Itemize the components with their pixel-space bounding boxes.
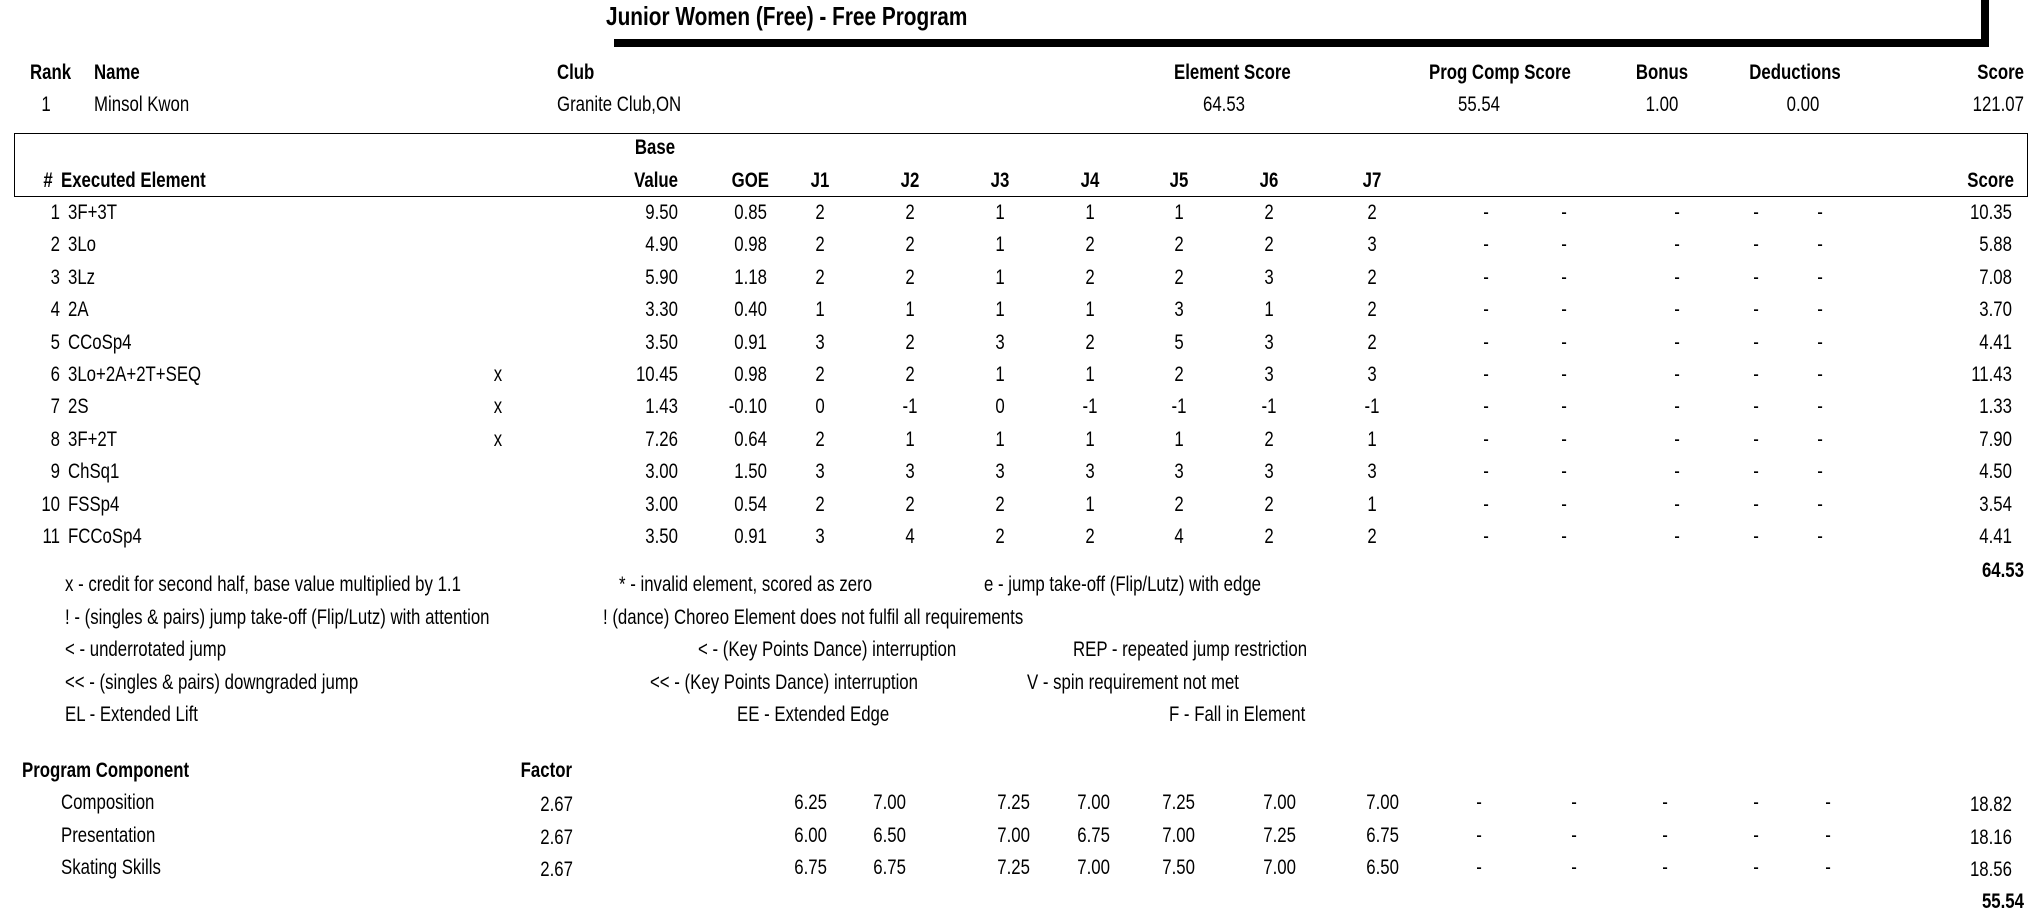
element-number: 9 — [50, 460, 60, 484]
empty-judge: - — [1571, 856, 1577, 879]
judge-score: 2 — [905, 330, 915, 354]
element-score: 7.90 — [1979, 427, 2012, 451]
judge-score: -1 — [1082, 395, 1098, 419]
pcs-header: Prog Comp Score — [1429, 61, 1571, 84]
judge-score: 2 — [1367, 298, 1377, 322]
judge-score: 2 — [815, 233, 825, 257]
empty-judge: - — [1561, 330, 1567, 354]
empty-judge: - — [1483, 492, 1489, 516]
empty-judge: - — [1483, 330, 1489, 354]
element-name: 3F+3T — [68, 201, 118, 224]
club-header: Club — [557, 61, 595, 84]
empty-judge: - — [1561, 525, 1567, 548]
component-score: 18.16 — [1969, 825, 2012, 849]
judge-score: 3 — [1264, 460, 1274, 484]
judge-score: 1 — [815, 298, 825, 322]
empty-judge: - — [1817, 525, 1823, 548]
judge-score: 2 — [1085, 330, 1095, 354]
judge-score: 2 — [1264, 201, 1274, 224]
component-judge-score: 7.25 — [1162, 791, 1195, 814]
element-score: 4.50 — [1979, 460, 2012, 484]
judge-header: J4 — [1080, 169, 1100, 192]
empty-judge: - — [1674, 298, 1680, 322]
component-judge-score: 6.75 — [1366, 823, 1399, 847]
judge-score: 1 — [1085, 298, 1095, 322]
element-score: 3.70 — [1979, 298, 2012, 322]
judge-score: 2 — [1367, 265, 1377, 289]
judge-score: 3 — [1264, 330, 1274, 354]
element-score-value: 64.53 — [1202, 93, 1246, 116]
bonus-value: 1.00 — [1645, 93, 1679, 116]
judge-score: 1 — [1085, 492, 1095, 516]
element-name: 2S — [68, 395, 89, 419]
empty-judge: - — [1662, 823, 1668, 847]
judge-score: 3 — [1367, 233, 1377, 257]
judge-score: 2 — [1367, 525, 1377, 548]
judge-score: 2 — [1174, 492, 1184, 516]
judge-score: 1 — [905, 427, 915, 451]
element-number: 4 — [50, 298, 60, 322]
element-score: 4.41 — [1979, 330, 2012, 354]
empty-judge: - — [1483, 525, 1489, 548]
goe-value: 0.54 — [734, 492, 767, 516]
judge-score: 2 — [905, 233, 915, 257]
base-value: 3.00 — [645, 460, 678, 484]
empty-judge: - — [1753, 460, 1759, 484]
legend-item: REP - repeated jump restriction — [1073, 638, 1308, 661]
deductions-value: 0.00 — [1786, 93, 1820, 116]
empty-judge: - — [1753, 791, 1759, 814]
judge-score: 3 — [995, 460, 1005, 484]
element-score-header: Score — [1967, 169, 2014, 192]
judge-score: 0 — [995, 395, 1005, 419]
legend-item: << - (Key Points Dance) interruption — [650, 670, 918, 694]
empty-judge: - — [1817, 233, 1823, 257]
empty-judge: - — [1483, 298, 1489, 322]
judge-score: 2 — [1085, 233, 1095, 257]
empty-judge: - — [1476, 791, 1482, 814]
component-judge-score: 7.25 — [997, 856, 1030, 879]
goe-value: 0.98 — [734, 363, 767, 386]
judge-score: 3 — [815, 525, 825, 548]
component-judge-score: 7.00 — [1162, 823, 1195, 847]
component-judge-score: 7.00 — [1366, 791, 1399, 814]
element-number: 6 — [50, 363, 60, 386]
empty-judge: - — [1753, 823, 1759, 847]
goe-value: 0.91 — [734, 330, 767, 354]
component-judge-score: 7.00 — [873, 791, 906, 814]
judge-score: 3 — [1174, 298, 1184, 322]
judge-score: 3 — [905, 460, 915, 484]
empty-judge: - — [1825, 791, 1831, 814]
judge-score: 3 — [1264, 363, 1274, 386]
judge-score: -1 — [1171, 395, 1187, 419]
second-half-marker: x — [493, 363, 503, 386]
element-name: 3Lo — [68, 233, 97, 257]
base-value: 3.50 — [645, 525, 678, 548]
judge-score: -1 — [1364, 395, 1380, 419]
judge-header: J3 — [990, 169, 1010, 192]
club-value: Granite Club,ON — [557, 93, 682, 116]
component-factor: 2.67 — [540, 858, 573, 881]
empty-judge: - — [1674, 427, 1680, 451]
judge-score: 2 — [1264, 233, 1274, 257]
factor-header: Factor — [520, 759, 572, 782]
judge-score: 2 — [905, 201, 915, 224]
empty-judge: - — [1674, 395, 1680, 419]
executed-element-header: Executed Element — [61, 169, 206, 192]
component-judge-score: 7.00 — [1077, 791, 1110, 814]
component-judge-score: 6.00 — [794, 823, 827, 847]
goe-value: 0.98 — [734, 233, 767, 257]
judge-score: 1 — [995, 427, 1005, 451]
empty-judge: - — [1483, 427, 1489, 451]
component-judge-score: 6.50 — [873, 823, 906, 847]
legend-item: x - credit for second half, base value multiplied by 1.1 — [65, 573, 461, 596]
goe-value: 1.50 — [734, 460, 767, 484]
empty-judge: - — [1817, 330, 1823, 354]
empty-judge: - — [1561, 395, 1567, 419]
empty-judge: - — [1817, 265, 1823, 289]
component-name: Presentation — [61, 823, 156, 847]
base-value: 9.50 — [645, 201, 678, 224]
pcs-value: 55.54 — [1457, 93, 1501, 116]
empty-judge: - — [1674, 363, 1680, 386]
judge-score: -1 — [902, 395, 918, 419]
judge-score: 2 — [1174, 363, 1184, 386]
element-number: 5 — [50, 330, 60, 354]
judge-score: 2 — [815, 363, 825, 386]
goe-header: GOE — [731, 169, 769, 192]
element-score: 4.41 — [1979, 525, 2012, 548]
element-name: 3F+2T — [68, 427, 118, 451]
judge-score: 4 — [1174, 525, 1184, 548]
goe-value: 0.91 — [734, 525, 767, 548]
judge-score: 2 — [905, 492, 915, 516]
empty-judge: - — [1571, 823, 1577, 847]
judge-header: J7 — [1362, 169, 1382, 192]
empty-judge: - — [1483, 233, 1489, 257]
judge-score: 1 — [1085, 201, 1095, 224]
total-score-value: 121.07 — [1972, 93, 2024, 116]
judge-header: J1 — [810, 169, 830, 192]
legend-item: < - (Key Points Dance) interruption — [698, 638, 957, 661]
empty-judge: - — [1817, 201, 1823, 224]
empty-judge: - — [1753, 233, 1759, 257]
base-value: 3.30 — [645, 298, 678, 322]
element-score: 7.08 — [1979, 265, 2012, 289]
component-judge-score: 6.75 — [873, 856, 906, 879]
empty-judge: - — [1817, 363, 1823, 386]
component-score: 18.56 — [1969, 858, 2012, 881]
base-value: 10.45 — [635, 363, 678, 386]
empty-judge: - — [1753, 330, 1759, 354]
empty-judge: - — [1674, 201, 1680, 224]
empty-judge: - — [1561, 201, 1567, 224]
rank-header: Rank — [30, 61, 72, 84]
empty-judge: - — [1753, 525, 1759, 548]
judge-score: 1 — [1174, 201, 1184, 224]
judge-score: 3 — [815, 460, 825, 484]
judge-score: 5 — [1174, 330, 1184, 354]
num-header: # — [43, 169, 53, 192]
legend-item: < - underrotated jump — [65, 638, 227, 661]
component-judge-score: 6.75 — [794, 856, 827, 879]
element-name: 3Lo+2A+2T+SEQ — [68, 363, 202, 386]
judge-score: 1 — [1085, 363, 1095, 386]
legend-item: << - (singles & pairs) downgraded jump — [65, 670, 359, 694]
title-frame-right — [1981, 0, 1989, 47]
component-judge-score: 6.25 — [794, 791, 827, 814]
judge-score: 2 — [995, 492, 1005, 516]
second-half-marker: x — [493, 395, 503, 419]
empty-judge: - — [1817, 492, 1823, 516]
empty-judge: - — [1674, 265, 1680, 289]
judge-score: 4 — [905, 525, 915, 548]
judge-score: 3 — [1264, 265, 1274, 289]
judge-score: 2 — [1367, 330, 1377, 354]
base-value: 3.50 — [645, 330, 678, 354]
empty-judge: - — [1483, 363, 1489, 386]
base-value: 3.00 — [645, 492, 678, 516]
title-underline — [614, 39, 1989, 47]
judge-score: 1 — [1367, 492, 1377, 516]
legend-item: e - jump take-off (Flip/Lutz) with edge — [984, 573, 1262, 596]
element-name: FCCoSp4 — [68, 525, 142, 548]
elements-total: 64.53 — [1981, 559, 2024, 582]
judge-score: 2 — [1174, 233, 1184, 257]
goe-value: 1.18 — [734, 265, 767, 289]
element-score: 11.43 — [1971, 363, 2012, 386]
judge-score: 3 — [1367, 460, 1377, 484]
judge-score: 2 — [1264, 525, 1274, 548]
judge-score: 2 — [1264, 492, 1274, 516]
empty-judge: - — [1674, 233, 1680, 257]
component-judge-score: 7.00 — [997, 823, 1030, 847]
judge-score: 3 — [815, 330, 825, 354]
component-judge-score: 6.75 — [1077, 823, 1110, 847]
empty-judge: - — [1674, 492, 1680, 516]
skater-name: Minsol Kwon — [94, 93, 190, 116]
judge-score: 2 — [815, 201, 825, 224]
judge-score: 2 — [815, 427, 825, 451]
judge-score: 2 — [905, 265, 915, 289]
component-judge-score: 7.00 — [1263, 856, 1296, 879]
component-factor: 2.67 — [540, 793, 573, 816]
legend-item: EL - Extended Lift — [65, 703, 198, 726]
second-half-marker: x — [493, 427, 503, 451]
empty-judge: - — [1561, 233, 1567, 257]
element-number: 2 — [50, 233, 60, 257]
base-value: 5.90 — [645, 265, 678, 289]
goe-value: 0.64 — [734, 427, 767, 451]
element-score: 5.88 — [1979, 233, 2012, 257]
empty-judge: - — [1753, 492, 1759, 516]
empty-judge: - — [1753, 201, 1759, 224]
element-score-header: Element Score — [1174, 61, 1291, 84]
empty-judge: - — [1674, 525, 1680, 548]
component-judge-score: 7.25 — [1263, 823, 1296, 847]
empty-judge: - — [1674, 330, 1680, 354]
judge-score: 1 — [1085, 427, 1095, 451]
page-title: Junior Women (Free) - Free Program — [606, 1, 968, 31]
program-component-header: Program Component — [22, 759, 190, 782]
component-judge-score: 7.00 — [1077, 856, 1110, 879]
bonus-header: Bonus — [1635, 61, 1689, 84]
element-name: CCoSp4 — [68, 330, 132, 354]
element-score: 1.33 — [1979, 395, 2012, 419]
judge-score: 2 — [1174, 265, 1184, 289]
judge-score: 3 — [1085, 460, 1095, 484]
empty-judge: - — [1753, 265, 1759, 289]
component-judge-score: 7.00 — [1263, 791, 1296, 814]
judge-score: 1 — [995, 265, 1005, 289]
judge-header: J2 — [900, 169, 920, 192]
deductions-header: Deductions — [1749, 61, 1841, 84]
base-value: 4.90 — [645, 233, 678, 257]
judge-score: 2 — [995, 525, 1005, 548]
component-judge-score: 7.25 — [997, 791, 1030, 814]
empty-judge: - — [1753, 856, 1759, 879]
judge-score: 1 — [1367, 427, 1377, 451]
legend-item: ! - (singles & pairs) jump take-off (Flip/Lutz) with attention — [65, 605, 490, 629]
empty-judge: - — [1476, 856, 1482, 879]
empty-judge: - — [1662, 856, 1668, 879]
element-score: 10.35 — [1969, 201, 2012, 224]
empty-judge: - — [1571, 791, 1577, 814]
element-number: 3 — [50, 265, 60, 289]
empty-judge: - — [1753, 427, 1759, 451]
empty-judge: - — [1753, 395, 1759, 419]
goe-value: -0.10 — [728, 395, 767, 419]
empty-judge: - — [1561, 427, 1567, 451]
judge-score: 1 — [1264, 298, 1274, 322]
components-total: 55.54 — [1981, 890, 2024, 913]
base-value-header: Value — [634, 169, 678, 192]
empty-judge: - — [1753, 298, 1759, 322]
empty-judge: - — [1817, 298, 1823, 322]
judge-score: 2 — [1085, 525, 1095, 548]
element-number: 8 — [50, 427, 60, 451]
judge-score: 1 — [995, 233, 1005, 257]
component-name: Composition — [61, 791, 155, 814]
judge-score: 3 — [1174, 460, 1184, 484]
empty-judge: - — [1483, 265, 1489, 289]
empty-judge: - — [1825, 856, 1831, 879]
judge-score: 2 — [1264, 427, 1274, 451]
judge-score: 1 — [995, 363, 1005, 386]
judge-header: J5 — [1169, 169, 1189, 192]
judge-header: J6 — [1259, 169, 1279, 192]
empty-judge: - — [1674, 460, 1680, 484]
empty-judge: - — [1561, 265, 1567, 289]
empty-judge: - — [1483, 201, 1489, 224]
element-number: 10 — [41, 492, 60, 516]
element-name: 3Lz — [68, 265, 96, 289]
legend-item: V - spin requirement not met — [1027, 670, 1239, 694]
component-name: Skating Skills — [61, 856, 161, 879]
empty-judge: - — [1483, 395, 1489, 419]
empty-judge: - — [1561, 460, 1567, 484]
empty-judge: - — [1561, 363, 1567, 386]
component-judge-score: 7.50 — [1162, 856, 1195, 879]
empty-judge: - — [1476, 823, 1482, 847]
judge-score: 1 — [995, 201, 1005, 224]
empty-judge: - — [1817, 395, 1823, 419]
empty-judge: - — [1662, 791, 1668, 814]
judge-score: 1 — [905, 298, 915, 322]
element-name: 2A — [68, 298, 89, 322]
judge-score: 2 — [1085, 265, 1095, 289]
judge-score: 3 — [995, 330, 1005, 354]
component-score: 18.82 — [1969, 793, 2012, 816]
judge-score: 1 — [995, 298, 1005, 322]
judge-score: 2 — [905, 363, 915, 386]
score-header: Score — [1977, 61, 2024, 84]
base-value: 7.26 — [645, 427, 678, 451]
judge-score: 2 — [815, 492, 825, 516]
rank-value: 1 — [41, 93, 51, 116]
element-number: 1 — [50, 201, 60, 224]
judge-score: 2 — [1367, 201, 1377, 224]
empty-judge: - — [1561, 492, 1567, 516]
empty-judge: - — [1753, 363, 1759, 386]
legend-item: * - invalid element, scored as zero — [619, 573, 873, 596]
judge-score: 0 — [815, 395, 825, 419]
element-score: 3.54 — [1979, 492, 2012, 516]
element-name: FSSp4 — [68, 492, 120, 516]
empty-judge: - — [1561, 298, 1567, 322]
empty-judge: - — [1825, 823, 1831, 847]
name-header: Name — [94, 61, 140, 84]
empty-judge: - — [1817, 460, 1823, 484]
goe-value: 0.85 — [734, 201, 767, 224]
base-value: 1.43 — [645, 395, 678, 419]
element-number: 7 — [50, 395, 60, 419]
goe-value: 0.40 — [734, 298, 767, 322]
judge-score: 3 — [1367, 363, 1377, 386]
legend-item: EE - Extended Edge — [737, 703, 890, 726]
component-factor: 2.67 — [540, 825, 573, 849]
element-number: 11 — [42, 525, 60, 548]
legend-item: ! (dance) Choreo Element does not fulfil all requirements — [603, 605, 1024, 629]
element-name: ChSq1 — [68, 460, 120, 484]
empty-judge: - — [1817, 427, 1823, 451]
judge-score: -1 — [1261, 395, 1277, 419]
component-judge-score: 6.50 — [1366, 856, 1399, 879]
legend-item: F - Fall in Element — [1169, 703, 1306, 726]
empty-judge: - — [1483, 460, 1489, 484]
judge-score: 1 — [1174, 427, 1184, 451]
judge-score: 2 — [815, 265, 825, 289]
base-value-header: Base — [634, 136, 676, 159]
